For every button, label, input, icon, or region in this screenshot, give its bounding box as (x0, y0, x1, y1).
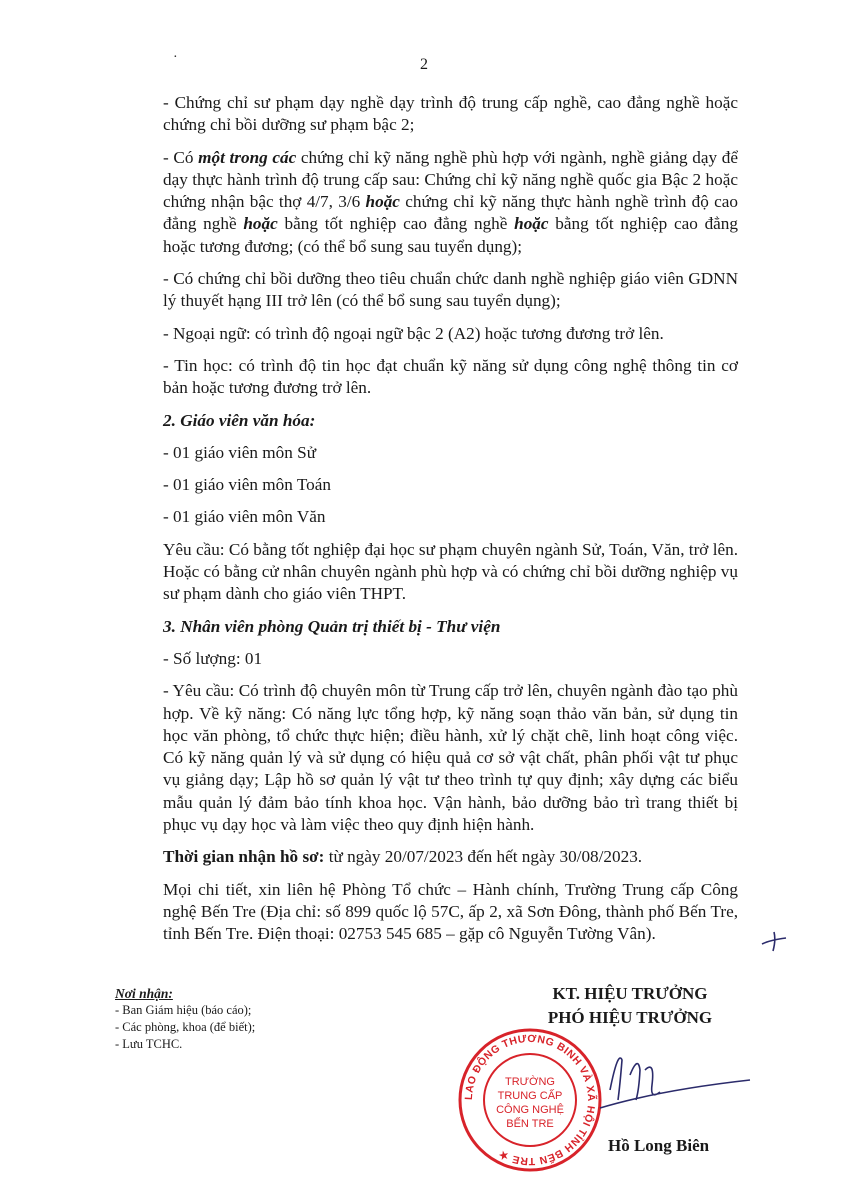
svg-text:LAO ĐỘNG THƯƠNG BINH VÀ XÃ HỘI: LAO ĐỘNG THƯƠNG BINH VÀ XÃ HỘI TỈNH BẾN TRE ★ (462, 1032, 598, 1168)
text-run: bằng tốt nghiệp cao đẳng nghề (277, 214, 515, 234)
text-run: chứng chỉ kỹ năng thực hành nghề trình độ cao đẳng nghề (163, 192, 738, 234)
list-item: - 01 giáo viên môn Toán (163, 475, 331, 495)
page-number: 2 (420, 56, 428, 73)
emphasis-text: hoặc (514, 214, 549, 234)
text-run: - Có (163, 147, 199, 167)
section-heading-library-staff: 3. Nhân viên phòng Quản trị thiết bị - Thư viện (163, 616, 501, 636)
svg-text:TRUNG CẤP: TRUNG CẤP (497, 1090, 563, 1102)
svg-text:TRƯỜNG: TRƯỜNG (505, 1076, 555, 1088)
recipients-block (115, 985, 375, 1053)
signature-title-line2: PHÓ HIỆU TRƯỞNG (547, 1008, 713, 1027)
list-item: - 01 giáo viên môn Sử (163, 442, 317, 462)
paragraph-staff-requirements: - Yêu cầu: Có trình độ chuyên môn từ Trung cấp trở lên, chuyên ngành đào tạo phù hợp. Về kỹ năng: Có năng lực tổng hợp, kỹ năng soạn thảo văn bản, sử dụng tin học văn phòng, tổ chức thực hiện; điều hành, xử lý chặt chẽ, linh hoạt công việc. Có kỹ năng quản lý và sử dụng có hiệu quả cơ sở vật chất, phân phối vật tư phục vụ giảng dạy; Lập hồ sơ quản lý vật tư theo trình tự quy định; xây dựng các biểu mẫu quản lý đảm bảo tính khoa học. Vận hành, bảo dưỡng bảo trì trang thiết bị phục vụ dạy học và làm việc theo quy định hiện hành. (163, 681, 738, 835)
signature-block (500, 982, 760, 1030)
emphasis-text: hoặc (243, 214, 278, 234)
signature-title-line1: KT. HIỆU TRƯỞNG (552, 984, 708, 1003)
recipient-item: - Lưu TCHC. (115, 1037, 183, 1051)
section-heading-culture-teachers: 2. Giáo viên văn hóa: (163, 410, 316, 430)
paragraph-language: - Ngoại ngữ: có trình độ ngoại ngữ bậc 2 (A2) hoặc tương đương trở lên. (163, 323, 664, 343)
stray-dot: · (173, 50, 178, 65)
emphasis-text: một trong các (198, 147, 297, 167)
handwritten-check-icon (760, 930, 788, 952)
paragraph-cert-pedagogy: - Chứng chỉ sư phạm dạy nghề dạy trình độ trung cấp nghề, cao đẳng nghề hoặc chứng chỉ bồi dưỡng sư phạm bậc 2; (163, 93, 738, 135)
text-run: bằng tốt nghiệp cao đẳng hoặc tương đương; (có thể bổ sung sau tuyển dụng); (163, 214, 738, 256)
paragraph-it: - Tin học: có trình độ tin học đạt chuẩn kỹ năng sử dụng công nghệ thông tin cơ bản hoặc tương đương trở lên. (163, 355, 738, 398)
document-body (163, 92, 738, 956)
recipients-title: Nơi nhận: (115, 986, 173, 1001)
list-item: - 01 giáo viên môn Văn (163, 507, 326, 527)
svg-text:CÔNG NGHỆ: CÔNG NGHỆ (496, 1104, 564, 1116)
deadline-label: Thời gian nhận hồ sơ: (163, 847, 325, 867)
paragraph-title-cert: - Có chứng chỉ bồi dưỡng theo tiêu chuẩn chức danh nghề nghiệp giáo viên GDNN lý thuyết hạng III trở lên (có thể bổ sung sau tuyển dụng); (163, 269, 738, 311)
recipient-item: - Các phòng, khoa (để biết); (115, 1020, 256, 1034)
recipient-item: - Ban Giám hiệu (báo cáo); (115, 1003, 252, 1017)
paragraph-deadline (163, 846, 738, 868)
text-run: chứng chỉ kỹ năng nghề phù hợp với ngành, nghề giảng dạy để dạy thực hành trình độ trung cấp sau: Chứng chỉ kỹ năng nghề quốc gia Bậc 2 hoặc chứng nhận bậc thợ 4/7, 3/6 (163, 147, 738, 212)
paragraph-requirements: Yêu cầu: Có bằng tốt nghiệp đại học sư phạm chuyên ngành Sử, Toán, Văn, trở lên. Hoặc có bằng cử nhân chuyên ngành phù hợp và có chứng chỉ bồi dưỡng nghiệp vụ sư phạm dành cho giáo viên THPT. (163, 539, 738, 604)
paragraph-quantity: - Số lượng: 01 (163, 648, 263, 668)
signer-name: Hồ Long Biên (608, 1136, 710, 1155)
deadline-text: từ ngày 20/07/2023 đến hết ngày 30/08/2023. (324, 847, 643, 867)
svg-text:BẾN TRE: BẾN TRE (506, 1118, 554, 1130)
paragraph-skill-cert (163, 147, 738, 258)
handwritten-signature-icon (560, 1030, 760, 1130)
emphasis-text: hoặc (365, 192, 400, 212)
paragraph-contact: Mọi chi tiết, xin liên hệ Phòng Tổ chức – Hành chính, Trường Trung cấp Công nghệ Bến Tre (Địa chỉ: số 899 quốc lộ 57C, ấp 2, xã Sơn Đông, thành phố Bến Tre, tỉnh Bến Tre. Điện thoại: 02753 545 685 – gặp cô Nguyễn Tường Vân). (163, 879, 738, 944)
